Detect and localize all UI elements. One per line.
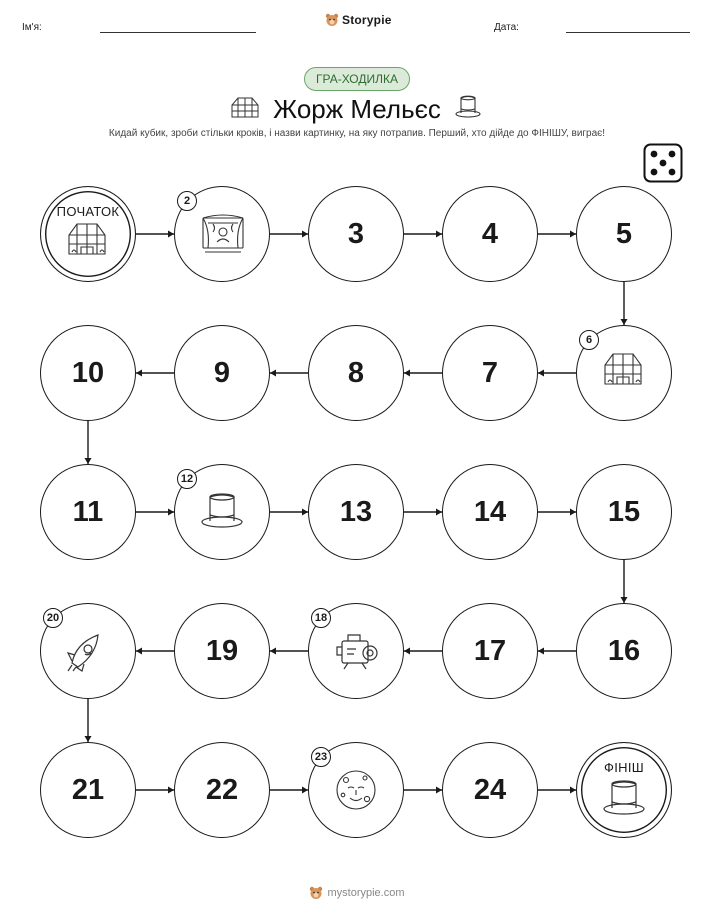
arrow: [85, 699, 92, 742]
arrow: [85, 421, 92, 464]
theater-stage-icon: [200, 212, 244, 256]
greenhouse-icon: [66, 221, 110, 265]
board-cell-3: [308, 186, 404, 282]
board-cell-5: [576, 186, 672, 282]
finish-label: ФІНІШ: [604, 759, 644, 775]
cell-number: 8: [347, 356, 365, 389]
arrow: [136, 231, 174, 238]
arrow: [136, 787, 174, 794]
cell-number: 19: [205, 634, 239, 667]
board-cell-8: [308, 325, 404, 421]
movie-camera-icon: [334, 629, 378, 673]
cell-number: 4: [481, 217, 499, 250]
game-type-badge: ГРА-ХОДИЛКА: [304, 67, 410, 91]
cell-number: 17: [473, 634, 507, 667]
cell-number-pill: 2: [177, 191, 197, 211]
arrow: [538, 370, 576, 377]
arrow: [404, 648, 442, 655]
footer: [0, 886, 714, 900]
cell-number: 13: [339, 495, 373, 528]
board-cell-19: [174, 603, 270, 699]
cell-number: 3: [347, 217, 365, 250]
cell-number: 21: [71, 773, 105, 806]
arrow: [404, 370, 442, 377]
board-cell-17: [442, 603, 538, 699]
date-label: Дата:: [494, 22, 519, 33]
cell-number: 24: [473, 773, 507, 806]
arrow: [538, 787, 576, 794]
bear-logo-icon: [309, 886, 323, 900]
arrow: [404, 787, 442, 794]
cell-number-pill: 12: [177, 469, 197, 489]
board-cell-7: [442, 325, 538, 421]
cell-number: 10: [71, 356, 105, 389]
board-cell-24: [442, 742, 538, 838]
cell-number: 11: [72, 495, 104, 528]
rocket-icon: [66, 629, 110, 673]
board-cell-10: [40, 325, 136, 421]
arrow: [538, 509, 576, 516]
board-cell-9: [174, 325, 270, 421]
arrow: [270, 787, 308, 794]
page-title: Жорж Мельєс: [273, 94, 441, 124]
board-cell-15: [576, 464, 672, 560]
cell-number-pill: 18: [311, 608, 331, 628]
cell-number-pill: 23: [311, 747, 331, 767]
arrow: [538, 648, 576, 655]
top-hat-icon: [200, 490, 244, 534]
arrow: [404, 509, 442, 516]
board-cell-14: [442, 464, 538, 560]
board-cell-21: [40, 742, 136, 838]
brand-name: Storypie: [342, 13, 392, 27]
arrow: [270, 370, 308, 377]
arrow: [621, 560, 628, 603]
cell-number: 9: [213, 356, 231, 389]
start-label: ПОЧАТОК: [56, 203, 120, 219]
arrow: [270, 648, 308, 655]
greenhouse-icon: [602, 351, 646, 395]
cell-number: 15: [607, 495, 641, 528]
arrow: [270, 231, 308, 238]
name-label: Ім'я:: [22, 22, 42, 33]
cell-number: 7: [481, 356, 499, 389]
board-cell-11: [40, 464, 136, 560]
board-cell-22: [174, 742, 270, 838]
cell-number: 22: [205, 773, 239, 806]
cell-number: 5: [615, 217, 633, 250]
footer-url[interactable]: mystorypie.com: [327, 887, 405, 899]
board-cell-13: [308, 464, 404, 560]
board-cell-4: [442, 186, 538, 282]
arrow: [136, 648, 174, 655]
top-hat-icon: [602, 777, 646, 821]
finish-cell: [576, 742, 672, 838]
start-cell: [40, 186, 136, 282]
cell-number-pill: 6: [579, 330, 599, 350]
cell-number: 14: [473, 495, 507, 528]
arrow: [136, 509, 174, 516]
cell-number: 16: [607, 634, 641, 667]
arrow: [136, 370, 174, 377]
instructions: Кидай кубик, зроби стільки кроків, і назви картинку, на яку потрапив. Перший, хто дійде до ФІНІШУ, виграє!: [108, 128, 606, 139]
arrow: [621, 282, 628, 325]
board-cell-16: [576, 603, 672, 699]
cell-number-pill: 20: [43, 608, 63, 628]
arrow: [404, 231, 442, 238]
moon-face-icon: [334, 768, 378, 812]
arrow: [270, 509, 308, 516]
arrow: [538, 231, 576, 238]
